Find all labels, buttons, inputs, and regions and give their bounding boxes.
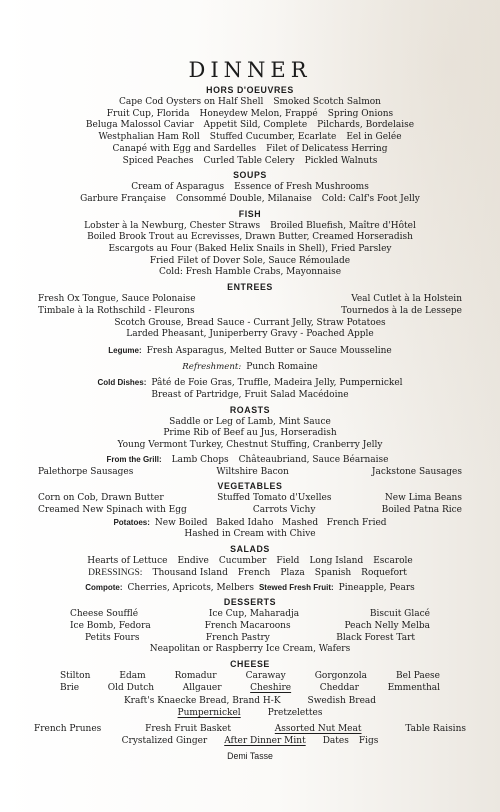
menu-item: Lobster à la Newburg, Chester Straws	[84, 220, 261, 231]
menu-item: French Prunes	[34, 723, 102, 734]
menu-item: Cream of Asparagus	[131, 182, 225, 193]
menu-item: Hearts of Lettuce	[87, 556, 168, 567]
dinner-menu	[30, 58, 470, 764]
menu-item: Cape Cod Oysters on Half Shell	[119, 97, 264, 107]
menu-item: Caraway	[245, 671, 286, 682]
menu-line	[30, 294, 470, 306]
menu-line	[30, 194, 470, 206]
menu-line-bread	[30, 696, 470, 708]
menu-item: Prime Rib of Beef au Jus, Horseradish	[163, 428, 337, 439]
menu-line-compote	[30, 582, 470, 595]
menu-line-grill	[30, 454, 470, 467]
menu-item: Châteaubriand, Sauce Béarnaise	[238, 454, 389, 465]
menu-item: Dates	[322, 735, 349, 746]
menu-line-potatoes	[30, 517, 470, 530]
menu-line	[30, 609, 470, 621]
menu-line	[30, 671, 470, 683]
menu-item: Escargots au Four (Baked Helix Snails in Shell), Fried Parsley	[108, 244, 392, 255]
menu-item: Fresh Fruit Basket	[145, 723, 231, 734]
menu-item: Assorted Nut Meat	[274, 723, 362, 734]
section-heading-desserts: DESSERTS	[223, 597, 277, 608]
menu-item: Fried Filet of Dover Sole, Sauce Rémoulade	[149, 255, 351, 266]
menu-item: Eel in Gelée	[346, 132, 402, 143]
section-heading-vegetables: VEGETABLES	[217, 481, 283, 492]
menu-item: Young Vermont Turkey, Chestnut Stuffing, Cranberry Jelly	[117, 440, 383, 451]
menu-item: Endive	[177, 556, 209, 567]
menu-item: Edam	[119, 671, 146, 682]
menu-item: Larded Pheasant, Juniperberry Gravy - Poached Apple	[126, 329, 374, 340]
menu-item: Cucumber	[218, 556, 267, 567]
menu-item: Saddle or Leg of Lamb, Mint Sauce	[169, 416, 331, 427]
menu-title: DINNER	[188, 58, 312, 82]
menu-item: Beluga Malossol Caviar	[85, 120, 194, 131]
menu-item: Plaza	[280, 567, 305, 578]
menu-line	[30, 318, 470, 330]
menu-item: Fresh Ox Tongue, Sauce Polonaise	[38, 294, 196, 305]
menu-item: Spanish	[314, 567, 352, 578]
menu-item: Field	[276, 556, 300, 567]
menu-item: New Lima Beans	[384, 493, 462, 504]
menu-item: Fruit Cup, Florida	[106, 108, 190, 119]
menu-item: Kraft's Knaecke Bread, Brand H-K	[123, 696, 281, 707]
menu-line	[30, 256, 470, 268]
refreshment-label: Refreshment:	[182, 361, 242, 372]
menu-item: Palethorpe Sausages	[38, 466, 134, 477]
menu-line	[30, 556, 470, 568]
menu-line	[30, 644, 470, 656]
menu-item: Filet of Delicatess Herring	[266, 143, 388, 154]
menu-item: Romadur	[174, 671, 217, 682]
menu-line	[30, 182, 470, 194]
section-heading-soups: SOUPS	[233, 170, 267, 181]
menu-item: Pilchards, Bordelaise	[317, 120, 415, 131]
menu-item: Ice Cup, Maharadja	[208, 609, 300, 620]
menu-item: French Macaroons	[204, 620, 291, 631]
menu-item: Petits Fours	[85, 632, 140, 643]
menu-item: Scotch Grouse, Bread Sauce - Currant Jelly, Straw Potatoes	[114, 317, 386, 328]
menu-item: Spiced Peaches	[122, 155, 194, 166]
menu-line	[30, 109, 470, 121]
menu-item: Cheddar	[319, 682, 359, 693]
menu-line	[30, 390, 470, 402]
menu-item: Cherries, Apricots, Melbers	[127, 582, 254, 593]
menu-item: Canapé with Egg and Sardelles	[112, 143, 257, 154]
menu-line	[30, 244, 470, 256]
menu-item: Bel Paese	[396, 671, 440, 682]
menu-item: Pâté de Foie Gras, Truffle, Madeira Jelly, Pumpernickel	[151, 378, 403, 389]
menu-line	[30, 440, 470, 452]
menu-item: Biscuit Glacé	[369, 609, 430, 620]
menu-item: Punch Romaine	[246, 361, 318, 372]
menu-line	[30, 467, 470, 479]
cold-dishes-label: Cold Dishes:	[97, 378, 147, 388]
section-heading-entrees: ENTREES	[227, 282, 273, 293]
menu-item: Tournedos à la de Lessepe	[341, 305, 462, 316]
menu-item: Thousand Island	[152, 567, 228, 578]
potatoes-label: Potatoes:	[113, 517, 150, 527]
menu-item: Smoked Scotch Salmon	[273, 97, 381, 107]
menu-item: Essence of Fresh Mushrooms	[234, 182, 369, 193]
menu-line	[30, 221, 470, 233]
menu-line	[30, 329, 470, 341]
menu-line	[30, 529, 470, 541]
menu-item: Stilton	[60, 671, 91, 682]
menu-item: Pickled Walnuts	[304, 155, 378, 166]
section-heading-salads: SALADS	[230, 544, 270, 555]
menu-line	[30, 621, 470, 633]
menu-item: Cold: Fresh Hamble Crabs, Mayonnaise	[158, 267, 342, 278]
section-heading-hors-doeuvres: HORS D'OEUVRES	[206, 85, 294, 95]
menu-item: Timbale à la Rothschild - Fleurons	[38, 305, 195, 316]
menu-item: French	[237, 567, 271, 578]
menu-line	[30, 120, 470, 132]
menu-item: Curled Table Celery	[203, 155, 295, 166]
menu-line	[30, 428, 470, 440]
section-heading-cheese: CHEESE	[230, 659, 270, 670]
menu-item: Fresh Asparagus, Melted Butter or Sauce Mousseline	[146, 345, 392, 356]
menu-item: New Boiled Baked Idaho Mashed French Fried	[154, 517, 387, 528]
menu-item: Demi Tasse	[227, 751, 273, 762]
menu-line	[30, 306, 470, 318]
menu-item: After Dinner Mint	[224, 735, 306, 746]
menu-line	[30, 633, 470, 645]
menu-line	[30, 144, 470, 156]
menu-item: Pineapple, Pears	[338, 582, 415, 593]
menu-item: Pretzelettes	[267, 708, 323, 719]
section-heading-roasts: ROASTS	[229, 404, 271, 415]
menu-line	[30, 156, 470, 168]
menu-item: Breast of Partridge, Fruit Salad Macédoine	[151, 390, 349, 401]
menu-item: Westphalian Ham Roll	[98, 132, 200, 143]
dressings-label: DRESSINGS:	[88, 567, 143, 578]
menu-line-dressings	[30, 568, 470, 580]
menu-item: Emmenthal	[387, 682, 440, 693]
menu-line	[30, 505, 470, 517]
menu-item: Old Dutch	[107, 682, 155, 693]
menu-line	[30, 97, 470, 109]
menu-line	[30, 267, 470, 279]
menu-item: Cheese Soufflé	[70, 609, 139, 620]
menu-item: Gorgonzola	[314, 671, 368, 682]
menu-item: Consommé Double, Milanaise	[175, 193, 312, 204]
menu-item: Long Island	[309, 556, 364, 567]
menu-item: Lamb Chops	[171, 454, 229, 465]
menu-item: Garbure Française	[80, 193, 166, 204]
menu-line	[30, 683, 470, 695]
menu-item: Veal Cutlet à la Holstein	[351, 294, 462, 305]
legume-label: Legume:	[108, 345, 142, 355]
menu-item: French Pastry	[205, 632, 270, 643]
menu-item: Peach Nelly Melba	[344, 620, 430, 631]
menu-item: Boiled Brook Trout au Ecrevisses, Drawn Butter, Creamed Horseradish	[87, 232, 413, 243]
menu-item: Jackstone Sausages	[371, 466, 462, 477]
menu-line-refreshment	[30, 362, 470, 374]
menu-item: Hashed in Cream with Chive	[184, 529, 316, 540]
menu-line	[30, 132, 470, 144]
menu-item: Table Raisins	[405, 723, 466, 734]
menu-item: Crystalized Ginger	[121, 735, 208, 746]
menu-line-demi-tasse	[30, 751, 470, 764]
menu-item: Ice Bomb, Fedora	[70, 620, 151, 631]
menu-item: Honeydew Melon, Frappé	[199, 108, 318, 119]
menu-item: Roquefort	[361, 567, 407, 578]
menu-line-bread	[30, 708, 470, 720]
menu-item: Wiltshire Bacon	[216, 466, 289, 477]
menu-item: Pumpernickel	[177, 708, 241, 719]
menu-item: Stuffed Tomato d'Uxelles	[217, 493, 332, 504]
menu-line-cold-dishes	[30, 377, 470, 390]
menu-line	[30, 417, 470, 429]
grill-label: From the Grill:	[106, 454, 162, 464]
menu-item: Stuffed Cucumber, Ecarlate	[209, 132, 337, 143]
menu-item: Spring Onions	[327, 108, 394, 119]
menu-line	[30, 736, 470, 748]
menu-item: Escarole	[373, 556, 413, 567]
menu-item: Creamed New Spinach with Egg	[38, 504, 187, 515]
menu-item: Brie	[60, 682, 80, 693]
menu-item: Cheshire	[250, 682, 292, 693]
menu-item: Allgauer	[182, 682, 222, 693]
menu-item: Corn on Cob, Drawn Butter	[38, 493, 164, 504]
menu-item: Black Forest Tart	[336, 632, 415, 643]
stewed-fruit-label: Stewed Fresh Fruit:	[258, 582, 334, 592]
menu-item: Carrots Vichy	[252, 504, 316, 515]
compote-label: Compote:	[85, 582, 123, 592]
menu-item: Boiled Patna Rice	[381, 504, 462, 515]
section-heading-fish: FISH	[238, 208, 262, 219]
menu-item: Appetit Sild, Complete	[203, 120, 308, 131]
menu-item: Broiled Bluefish, Maître d'Hôtel	[270, 220, 416, 231]
menu-item: Figs	[358, 735, 379, 746]
menu-item: Swedish Bread	[307, 696, 377, 707]
menu-line	[30, 493, 470, 505]
menu-item: Neapolitan or Raspberry Ice Cream, Wafers	[149, 644, 351, 655]
menu-item: Cold: Calf's Foot Jelly	[321, 193, 420, 204]
menu-line-legume	[30, 345, 470, 358]
menu-line	[30, 724, 470, 736]
menu-line	[30, 232, 470, 244]
